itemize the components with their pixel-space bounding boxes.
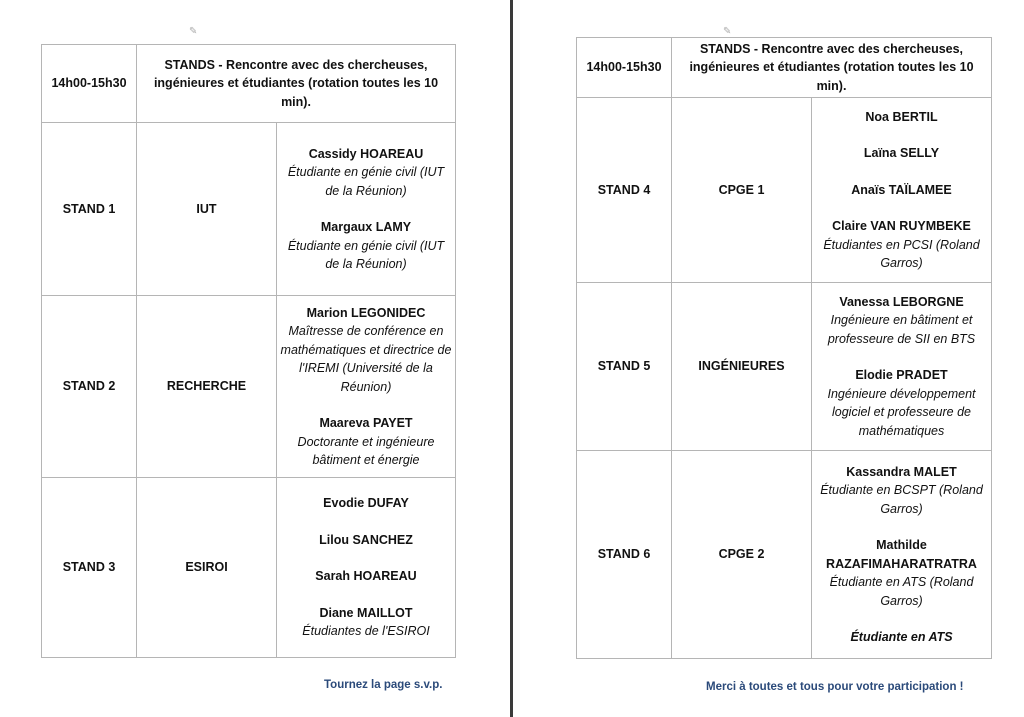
person-role: Étudiantes en PCSI (Roland Garros) (823, 237, 980, 270)
person-role: Étudiante en génie civil (IUT de la Réunion) (287, 238, 445, 271)
stand-category: INGÉNIEURES (672, 283, 812, 451)
stand-people (812, 98, 992, 283)
table-header-row (42, 45, 456, 123)
stand-label: STAND 2 (42, 296, 137, 478)
person-name: Lilou SANCHEZ (319, 532, 413, 547)
table-row (42, 123, 456, 296)
person-name: Marion LEGONIDEC (306, 305, 426, 320)
person-name-emphasis: Étudiante en ATS (850, 630, 953, 644)
stand-category: CPGE 2 (672, 451, 812, 659)
footer-note: Merci à toutes et tous pour votre participation ! (706, 681, 964, 693)
person-name: Evodie DUFAY (323, 496, 409, 511)
table-row (577, 451, 992, 659)
person-name: Maareva PAYET (319, 416, 413, 430)
page-divider (510, 0, 513, 717)
schedule-table-page1 (41, 44, 456, 658)
person-name: Noa BERTIL (865, 109, 938, 124)
stand-people (277, 123, 456, 296)
stand-label: STAND 4 (577, 98, 672, 283)
time-slot: 14h00-15h30 (577, 38, 672, 98)
stand-category: ESIROI (137, 478, 277, 658)
stand-label: STAND 3 (42, 478, 137, 658)
person-name: Diane MAILLOT (319, 605, 413, 620)
person-role: Maîtresse de conférence en mathématiques et directrice de l'IREMI (Université de la Réunion) (280, 324, 452, 394)
stand-label: STAND 5 (577, 283, 672, 451)
person-role: Étudiante en génie civil (IUT de la Réunion) (287, 165, 445, 198)
header-title: STANDS - Rencontre avec des chercheuses, ingénieures et étudiantes (rotation toutes les 10 min). (137, 45, 456, 123)
stand-people (812, 451, 992, 659)
person-name: Margaux LAMY (320, 220, 412, 234)
person-name: Sarah HOAREAU (315, 569, 417, 584)
footer-note: Tournez la page s.v.p. (324, 679, 443, 691)
stand-category: IUT (137, 123, 277, 296)
person-name: Mathilde RAZAFIMAHARATRATRA (826, 538, 977, 571)
person-role: Étudiantes de l'ESIROI (302, 624, 430, 639)
header-title: STANDS - Rencontre avec des chercheuses, ingénieures et étudiantes (rotation toutes les 10 min). (672, 38, 992, 98)
table-row (42, 478, 456, 658)
schedule-table-page2 (576, 37, 992, 659)
person-name: Kassandra MALET (846, 464, 957, 479)
scan-mark-icon: ✎ (723, 26, 732, 37)
person-role: Doctorante et ingénieure bâtiment et énergie (297, 434, 435, 467)
stand-category: RECHERCHE (137, 296, 277, 478)
person-role: Étudiante en ATS (Roland Garros) (829, 575, 974, 608)
stand-people (277, 478, 456, 658)
table-header-row (577, 38, 992, 98)
stand-category: CPGE 1 (672, 98, 812, 283)
stand-people (812, 283, 992, 451)
table-row (42, 296, 456, 478)
stand-label: STAND 6 (577, 451, 672, 659)
person-name: Cassidy HOAREAU (308, 146, 424, 161)
person-name: Elodie PRADET (855, 368, 948, 383)
stand-label: STAND 1 (42, 123, 137, 296)
table-row (577, 283, 992, 451)
stand-people (277, 296, 456, 478)
scan-mark-icon: ✎ (189, 26, 198, 37)
person-name: Claire VAN RUYMBEKE (832, 219, 971, 233)
person-name: Anaïs TAÏLAMEE (851, 182, 952, 197)
person-role: Ingénieure développement logiciel et professeure de mathématiques (827, 386, 976, 438)
person-role: Ingénieure en bâtiment et professeure de SII en BTS (827, 313, 976, 346)
person-name: Laïna SELLY (863, 146, 940, 160)
table-row (577, 98, 992, 283)
person-role: Étudiante en BCSPT (Roland Garros) (820, 483, 983, 516)
person-name: Vanessa LEBORGNE (839, 294, 964, 309)
time-slot: 14h00-15h30 (42, 45, 137, 123)
